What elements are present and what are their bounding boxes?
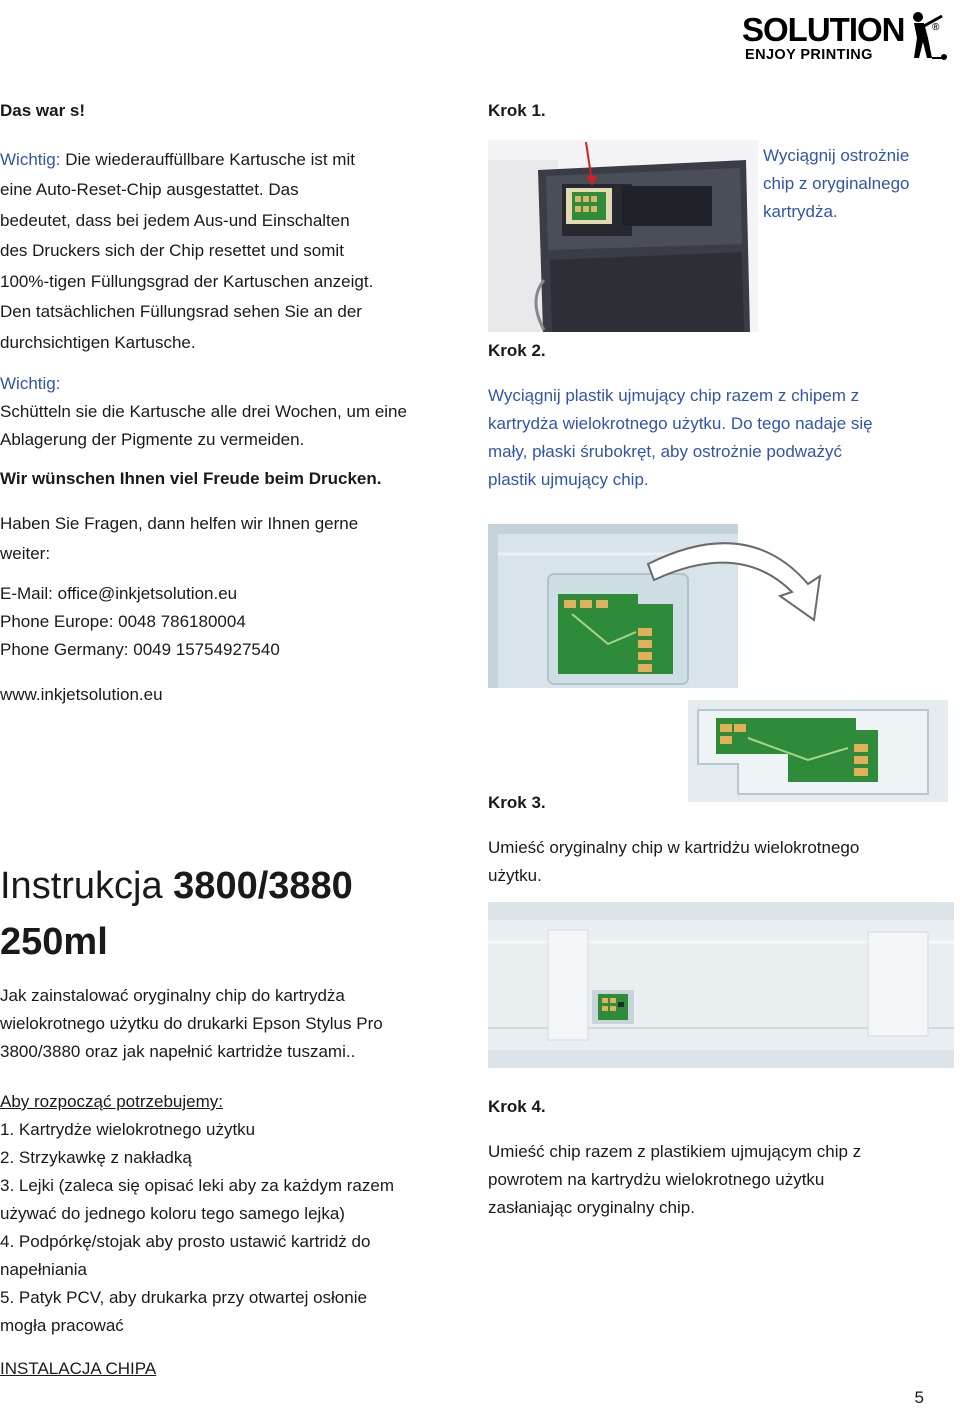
title-prefix: Instrukcja bbox=[0, 865, 174, 907]
step2-text bbox=[488, 382, 953, 494]
needs-list bbox=[0, 1116, 470, 1340]
warning-line: 100%-tigen Füllungsgrad der Kartuschen anzeigt. bbox=[0, 271, 374, 291]
needs-item: 3. Lejki (zaleca się opisać leki aby za każdym razem bbox=[0, 1176, 394, 1195]
step4-line: zasłaniając oryginalny chip. bbox=[488, 1198, 695, 1217]
step1-label: Krok 1. bbox=[488, 101, 546, 120]
needs-item: 5. Patyk PCV, aby drukarka przy otwartej osłonie bbox=[0, 1288, 367, 1307]
step4-text bbox=[488, 1138, 953, 1222]
intro-line: Jak zainstalować oryginalny chip do kartrydża bbox=[0, 986, 345, 1005]
step2-line: Wyciągnij plastik ujmujący chip razem z chipem z bbox=[488, 386, 860, 405]
contacts bbox=[0, 580, 470, 664]
website-link[interactable]: www.inkjetsolution.eu bbox=[0, 684, 163, 704]
polish-section bbox=[0, 858, 470, 1385]
photo-chip-holder-removal bbox=[488, 524, 954, 802]
email-contact[interactable]: E-Mail: office@inkjetsolution.eu bbox=[0, 583, 238, 603]
important-paragraph bbox=[0, 370, 470, 454]
german-section bbox=[0, 96, 470, 710]
step3-line: Umieść oryginalny chip w kartridżu wielokrotnego bbox=[488, 838, 860, 857]
registered-mark: ® bbox=[932, 22, 940, 33]
solution-logo bbox=[742, 10, 948, 66]
step2-line: plastik ujmujący chip. bbox=[488, 470, 649, 489]
step1-line: chip z oryginalnego bbox=[763, 174, 910, 193]
step1-text bbox=[763, 142, 953, 226]
warning-line: des Druckers sich der Chip resettet und somit bbox=[0, 241, 344, 260]
wish-text: Wir wünschen Ihnen viel Freude beim Drucken. bbox=[0, 469, 382, 488]
warning-line: eine Auto-Reset-Chip ausgestattet. Das bbox=[0, 180, 299, 199]
step1-line: Wyciągnij ostrożnie bbox=[763, 146, 910, 165]
warning-paragraph bbox=[0, 145, 470, 359]
title-volume: 250ml bbox=[0, 921, 108, 963]
step1-line: kartrydża. bbox=[763, 202, 838, 221]
needs-item: 1. Kartrydże wielokrotnego użytku bbox=[0, 1120, 256, 1139]
logo-word: SOLUTION bbox=[742, 11, 905, 48]
step4-line: powrotem na kartrydżu wielokrotnego użytku bbox=[488, 1170, 825, 1189]
needs-item: 2. Strzykawkę z nakładką bbox=[0, 1148, 192, 1167]
photo-chip-in-cartridge bbox=[488, 902, 954, 1068]
needs-item: mogła pracować bbox=[0, 1316, 124, 1335]
needs-heading: Aby rozpocząć potrzebujemy: bbox=[0, 1092, 223, 1111]
needs-item: używać do jednego koloru tego samego lejka) bbox=[0, 1204, 345, 1223]
install-chip-link[interactable]: INSTALACJA CHIPA bbox=[0, 1359, 157, 1378]
step3-line: użytku. bbox=[488, 866, 542, 885]
questions-text bbox=[0, 509, 470, 570]
instruction-title bbox=[0, 858, 470, 914]
warning-line-1: Die wiederauffüllbare Kartusche ist mit bbox=[60, 149, 355, 169]
original-cartridge-illustration bbox=[488, 140, 758, 332]
warning-label: Wichtig: bbox=[0, 149, 61, 169]
chip-holder-illustration bbox=[488, 524, 954, 802]
important-line: Ablagerung der Pigmente zu vermeiden. bbox=[0, 430, 305, 449]
warning-line: bedeutet, dass bei jedem Aus-und Einschalten bbox=[0, 210, 350, 230]
title-models: 3800/3880 bbox=[173, 865, 353, 907]
needs-item: 4. Podpórkę/stojak aby prosto ustawić kartridż do bbox=[0, 1232, 371, 1251]
photo-original-cartridge bbox=[488, 140, 758, 332]
phone-europe: Phone Europe: 0048 786180004 bbox=[0, 611, 246, 631]
step3-text bbox=[488, 834, 953, 890]
warning-line: Den tatsächlichen Füllungsrad sehen Sie an der bbox=[0, 302, 362, 321]
step2-label: Krok 2. bbox=[488, 341, 546, 360]
step3-label: Krok 3. bbox=[488, 793, 546, 812]
refillable-cartridge-illustration bbox=[488, 902, 954, 1068]
step4-line: Umieść chip razem z plastikiem ujmującym chip z bbox=[488, 1142, 862, 1161]
step2-line: mały, płaski śrubokręt, aby ostrożnie podważyć bbox=[488, 442, 843, 461]
intro-line: wielokrotnego użytku do drukarki Epson Stylus Pro bbox=[0, 1014, 383, 1033]
questions-line: Haben Sie Fragen, dann helfen wir Ihnen gerne bbox=[0, 513, 359, 533]
step2-line: kartrydża wielokrotnego użytku. Do tego nadaje się bbox=[488, 414, 873, 433]
needs-item: napełniania bbox=[0, 1260, 87, 1279]
step4-label: Krok 4. bbox=[488, 1097, 546, 1116]
heading-das-wars: Das war s! bbox=[0, 101, 86, 120]
intro-line: 3800/3880 oraz jak napełnić kartridże tuszami.. bbox=[0, 1042, 356, 1061]
golfer-logo-icon bbox=[902, 10, 950, 62]
logo-tagline: ENJOY PRINTING bbox=[745, 47, 873, 63]
questions-line: weiter: bbox=[0, 544, 51, 563]
page-number: 5 bbox=[914, 1388, 924, 1407]
intro-paragraph bbox=[0, 982, 470, 1066]
important-label: Wichtig: bbox=[0, 374, 61, 393]
important-line: Schütteln sie die Kartusche alle drei Wochen, um eine bbox=[0, 402, 407, 421]
phone-germany: Phone Germany: 0049 15754927540 bbox=[0, 639, 280, 659]
warning-line: durchsichtigen Kartusche. bbox=[0, 332, 196, 352]
